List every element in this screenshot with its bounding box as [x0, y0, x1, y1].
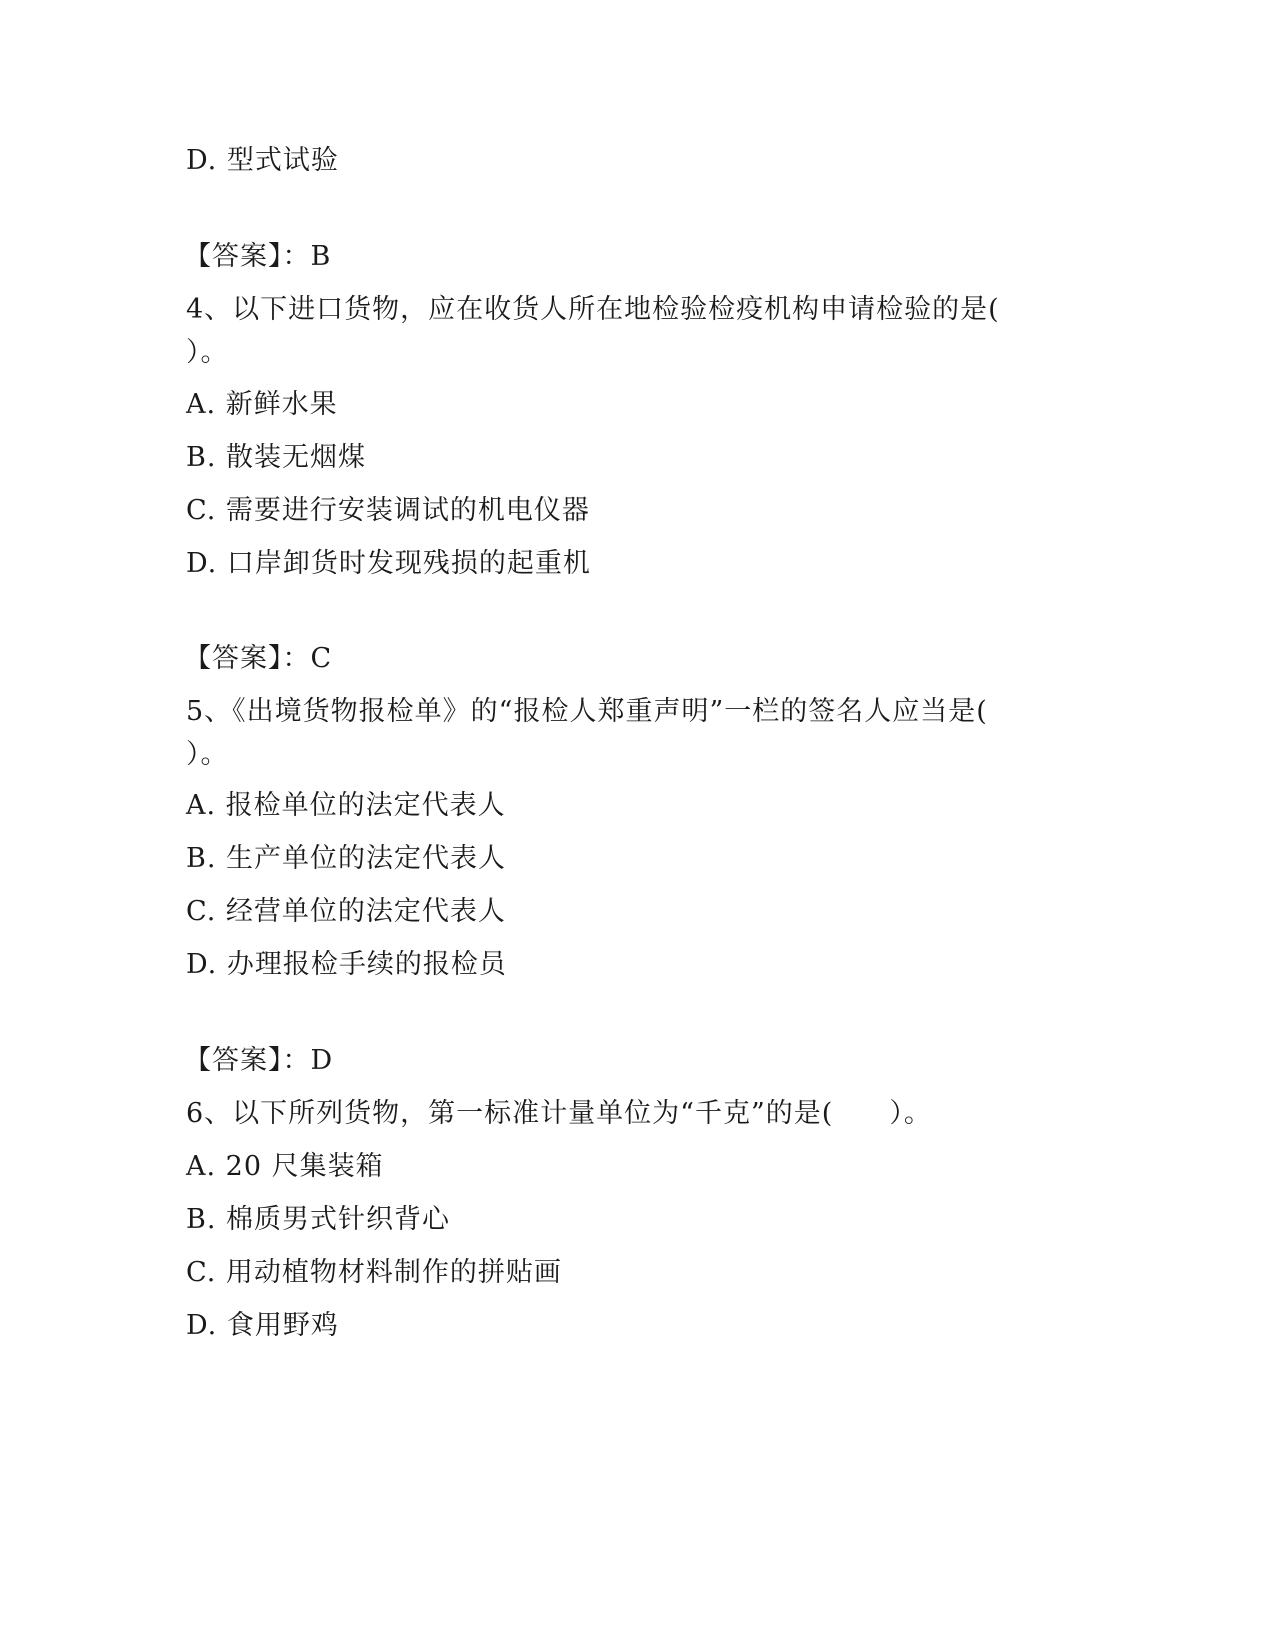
question-6-stem: 6、以下所列货物，第一标准计量单位为“千克”的是( ）。 [186, 1098, 932, 1129]
question-5-option-d: D. 办理报检手续的报检员 [186, 949, 507, 980]
question-4-option-a: A. 新鲜水果 [186, 389, 338, 420]
question-5-option-a: A. 报检单位的法定代表人 [186, 790, 506, 821]
question-4-option-c: C. 需要进行安装调试的机电仪器 [186, 495, 590, 526]
prev-answer: 【答案】：B [184, 241, 332, 272]
question-6-option-a: A. 20 尺集装箱 [186, 1151, 384, 1182]
prev-option-d: D. 型式试验 [186, 145, 339, 176]
question-5-option-c: C. 经营单位的法定代表人 [186, 896, 506, 927]
question-4-option-b: B. 散装无烟煤 [186, 442, 367, 473]
question-6-option-c: C. 用动植物材料制作的拼贴画 [186, 1257, 562, 1288]
question-6-option-b: B. 棉质男式针织背心 [186, 1204, 451, 1235]
question-4-stem-continued: ）。 [186, 337, 229, 368]
question-5-stem-continued: ）。 [186, 739, 229, 770]
question-4-option-d: D. 口岸卸货时发现残损的起重机 [186, 548, 591, 579]
question-5-stem: 5、《出境货物报检单》的“报检人郑重声明”一栏的签名人应当是( [186, 696, 988, 727]
question-5-option-b: B. 生产单位的法定代表人 [186, 843, 507, 874]
question-4-stem: 4、以下进口货物，应在收货人所在地检验检疫机构申请检验的是( [186, 294, 1000, 325]
question-6-option-d: D. 食用野鸡 [186, 1310, 339, 1341]
question-4-answer: 【答案】：C [184, 643, 333, 674]
question-5-answer: 【答案】：D [184, 1045, 334, 1076]
